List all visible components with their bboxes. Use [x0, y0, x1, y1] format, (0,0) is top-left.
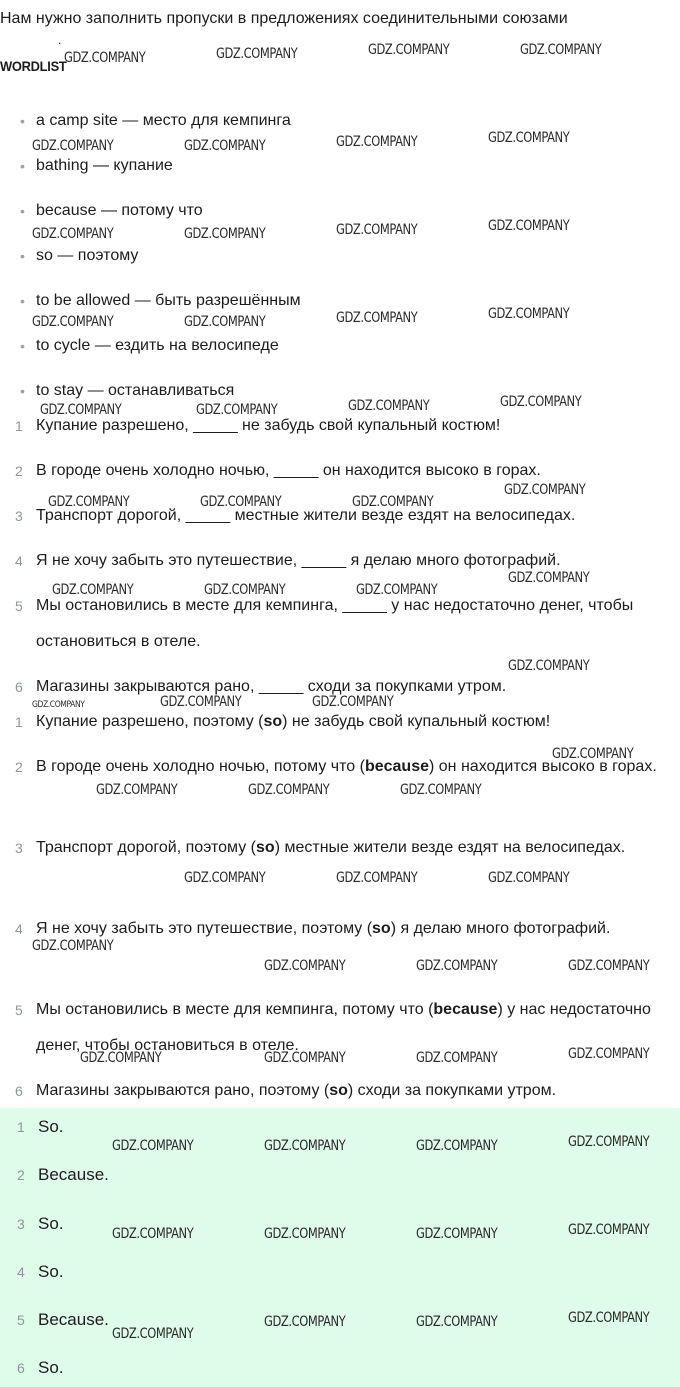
- answer-number: 5: [17, 1312, 25, 1328]
- watermark: GDZ.COMPANY: [488, 870, 570, 886]
- watermark: GDZ.COMPANY: [508, 658, 590, 674]
- intro-dot: .: [58, 33, 62, 47]
- watermark: GDZ.COMPANY: [64, 50, 146, 66]
- item-number: 1: [15, 714, 23, 730]
- watermark: GDZ.COMPANY: [200, 494, 282, 510]
- wordlist-item: • so — поэтому: [36, 245, 138, 267]
- answers-panel: [0, 1108, 680, 1387]
- answer-text: So.: [38, 1117, 64, 1136]
- watermark: GDZ.COMPANY: [32, 700, 85, 710]
- watermark: GDZ.COMPANY: [112, 1226, 194, 1242]
- watermark: GDZ.COMPANY: [552, 746, 634, 762]
- wordlist-title: WORDLIST: [0, 58, 67, 74]
- watermark: GDZ.COMPANY: [32, 138, 114, 154]
- watermark: GDZ.COMPANY: [416, 1226, 498, 1242]
- wordlist-item: • to stay — останавливаться: [36, 380, 234, 402]
- item-number: 4: [15, 921, 23, 937]
- item-text: Магазины закрываются рано, поэтому (so) сходи за покупками утром.: [36, 1082, 557, 1099]
- wordlist-item: • bathing — купание: [36, 155, 173, 177]
- wordlist-item: • because — потому что: [36, 200, 203, 222]
- watermark: GDZ.COMPANY: [504, 482, 586, 498]
- watermark: GDZ.COMPANY: [264, 958, 346, 974]
- watermark: GDZ.COMPANY: [196, 402, 278, 418]
- wordlist-item: • a camp site — место для кемпинга: [36, 110, 291, 132]
- watermark: GDZ.COMPANY: [336, 134, 418, 150]
- item-number: 6: [15, 679, 23, 695]
- watermark: GDZ.COMPANY: [416, 1138, 498, 1154]
- item-text: В городе очень холодно ночью, _____ он находится высоко в горах.: [36, 462, 541, 479]
- watermark: GDZ.COMPANY: [348, 398, 430, 414]
- watermark: GDZ.COMPANY: [488, 218, 570, 234]
- watermark: GDZ.COMPANY: [568, 1134, 650, 1150]
- watermark: GDZ.COMPANY: [40, 402, 122, 418]
- watermark: GDZ.COMPANY: [96, 782, 178, 798]
- watermark: GDZ.COMPANY: [336, 870, 418, 886]
- wordlist-item: • to be allowed — быть разрешённым: [36, 290, 301, 312]
- watermark: GDZ.COMPANY: [508, 570, 590, 586]
- watermark: GDZ.COMPANY: [568, 1046, 650, 1062]
- watermark: GDZ.COMPANY: [248, 782, 330, 798]
- watermark: GDZ.COMPANY: [80, 1050, 162, 1066]
- watermark: GDZ.COMPANY: [400, 782, 482, 798]
- watermark: GDZ.COMPANY: [312, 694, 394, 710]
- watermark: GDZ.COMPANY: [184, 870, 266, 886]
- watermark: GDZ.COMPANY: [264, 1138, 346, 1154]
- watermark: GDZ.COMPANY: [264, 1226, 346, 1242]
- watermark: GDZ.COMPANY: [216, 46, 298, 62]
- item-number: 1: [15, 418, 23, 434]
- watermark: GDZ.COMPANY: [500, 394, 582, 410]
- watermark: GDZ.COMPANY: [336, 222, 418, 238]
- answer-text: So.: [38, 1214, 64, 1233]
- item-number: 3: [15, 508, 23, 524]
- watermark: GDZ.COMPANY: [184, 226, 266, 242]
- watermark: GDZ.COMPANY: [52, 582, 134, 598]
- answer-word: so: [329, 1082, 348, 1099]
- item-number: 3: [15, 840, 23, 856]
- item-number: 6: [15, 1083, 23, 1099]
- answer-word: so: [372, 920, 391, 937]
- answer-text: Because.: [38, 1310, 109, 1329]
- answer-word: because: [364, 758, 429, 775]
- answer-text: Because.: [38, 1165, 109, 1184]
- answer-word: so: [256, 839, 275, 856]
- watermark: GDZ.COMPANY: [416, 1050, 498, 1066]
- item-text: Магазины закрываются рано, _____ сходи за покупками утром.: [36, 678, 507, 695]
- watermark: GDZ.COMPANY: [416, 1314, 498, 1330]
- watermark: GDZ.COMPANY: [32, 226, 114, 242]
- watermark: GDZ.COMPANY: [264, 1050, 346, 1066]
- watermark: GDZ.COMPANY: [488, 130, 570, 146]
- watermark: GDZ.COMPANY: [568, 1222, 650, 1238]
- item-text: Мы остановились в месте для кемпинга, потому что (because) у нас недостаточно денег, чтобы остановиться в отеле.: [36, 1001, 651, 1054]
- item-text: Я не хочу забыть это путешествие, поэтому (so) я делаю много фотографий.: [36, 920, 611, 937]
- answer-number: 4: [17, 1264, 25, 1280]
- watermark: GDZ.COMPANY: [32, 938, 114, 954]
- watermark: GDZ.COMPANY: [356, 582, 438, 598]
- watermark: GDZ.COMPANY: [368, 42, 450, 58]
- item-text: Мы остановились в месте для кемпинга, _____ у нас недостаточно денег, чтобы остановиться в отеле.: [36, 597, 634, 650]
- watermark: GDZ.COMPANY: [336, 310, 418, 326]
- watermark: GDZ.COMPANY: [184, 314, 266, 330]
- answer-number: 6: [17, 1360, 25, 1376]
- watermark: GDZ.COMPANY: [416, 958, 498, 974]
- watermark: GDZ.COMPANY: [568, 958, 650, 974]
- answer-word: because: [433, 1001, 498, 1018]
- item-text: Купание разрешено, поэтому (so) не забудь свой купальный костюм!: [36, 713, 551, 730]
- item-number: 2: [15, 463, 23, 479]
- watermark: GDZ.COMPANY: [160, 694, 242, 710]
- watermark: GDZ.COMPANY: [568, 1310, 650, 1326]
- item-text: Купание разрешено, _____ не забудь свой купальный костюм!: [36, 417, 501, 434]
- item-number: 2: [15, 759, 23, 775]
- watermark: GDZ.COMPANY: [184, 138, 266, 154]
- answer-text: So.: [38, 1262, 64, 1281]
- item-text: В городе очень холодно ночью, потому что (because) он находится высоко в горах.: [36, 758, 657, 775]
- item-text: Транспорт дорогой, поэтому (so) местные жители везде ездят на велосипедах.: [36, 839, 626, 856]
- answer-number: 1: [17, 1119, 25, 1135]
- item-number: 5: [15, 1002, 23, 1018]
- watermark: GDZ.COMPANY: [112, 1138, 194, 1154]
- wordlist-item: • to cycle — ездить на велосипеде: [36, 335, 279, 357]
- watermark: GDZ.COMPANY: [352, 494, 434, 510]
- watermark: GDZ.COMPANY: [488, 306, 570, 322]
- item-number: 4: [15, 553, 23, 569]
- answer-word: so: [263, 713, 283, 730]
- answer-number: 2: [17, 1167, 25, 1183]
- watermark: GDZ.COMPANY: [48, 494, 130, 510]
- watermark: GDZ.COMPANY: [112, 1326, 194, 1342]
- item-text: Транспорт дорогой, _____ местные жители везде ездят на велосипедах.: [36, 507, 576, 524]
- watermark: GDZ.COMPANY: [264, 1314, 346, 1330]
- answer-text: So.: [38, 1358, 64, 1377]
- watermark: GDZ.COMPANY: [520, 42, 602, 58]
- intro-text: Нам нужно заполнить пропуски в предложениях соединительными союзами: [0, 10, 568, 27]
- answer-number: 3: [17, 1216, 25, 1232]
- watermark: GDZ.COMPANY: [204, 582, 286, 598]
- watermark: GDZ.COMPANY: [32, 314, 114, 330]
- item-text: Я не хочу забыть это путешествие, _____ я делаю много фотографий.: [36, 552, 561, 569]
- item-number: 5: [15, 598, 23, 614]
